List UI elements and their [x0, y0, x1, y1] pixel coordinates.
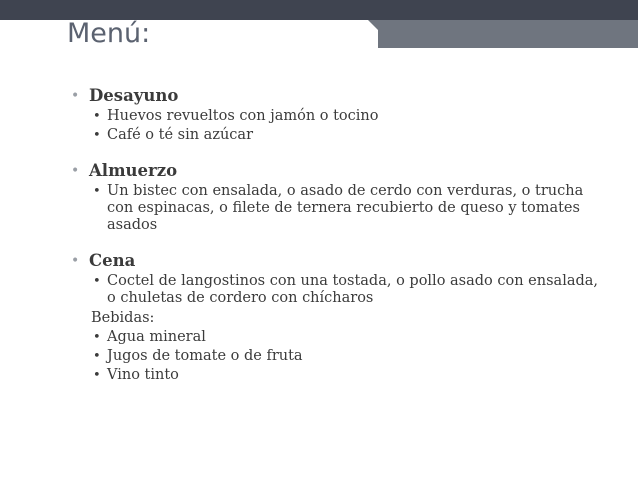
drinks-subheading: Bebidas: [91, 310, 155, 326]
bullet-icon: • [93, 109, 101, 124]
list-item-text: Huevos revueltos con jamón o tocino [107, 108, 379, 124]
list-item [93, 273, 611, 307]
section-heading: Desayuno [89, 86, 179, 105]
list-item [93, 108, 611, 125]
section-almuerzo [71, 161, 611, 181]
list-item-text: Vino tinto [107, 367, 179, 383]
list-item [93, 183, 611, 234]
bullet-icon: • [71, 253, 80, 269]
bullet-icon: • [93, 330, 101, 345]
list-item-text: Un bistec con ensalada, o asado de cerdo con verduras, o trucha con espinacas, o filete de ternera recubierto de queso y tomates asados [107, 183, 584, 233]
list-item [93, 127, 611, 144]
section-heading: Almuerzo [89, 161, 178, 180]
list-item [93, 348, 611, 365]
menu-content [71, 86, 611, 384]
list-item-text: Coctel de langostinos con una tostada, o pollo asado con ensalada, o chuletas de cordero con chícharos [107, 273, 599, 306]
bullet-icon: • [71, 163, 80, 179]
list-item-text: Café o té sin azúcar [107, 127, 253, 143]
bullet-icon: • [93, 274, 101, 289]
slide-title: Menú: [67, 18, 151, 49]
section-heading: Cena [89, 251, 136, 270]
bullet-icon: • [93, 184, 101, 199]
section-cena [71, 251, 611, 271]
list-item-text: Jugos de tomate o de fruta [107, 348, 303, 364]
list-item-text: Agua mineral [107, 329, 206, 345]
bullet-icon: • [93, 368, 101, 383]
bullet-icon: • [71, 88, 80, 104]
list-item [93, 329, 611, 346]
section-desayuno [71, 86, 611, 106]
bullet-icon: • [93, 349, 101, 364]
list-item [93, 367, 611, 384]
bullet-icon: • [93, 128, 101, 143]
